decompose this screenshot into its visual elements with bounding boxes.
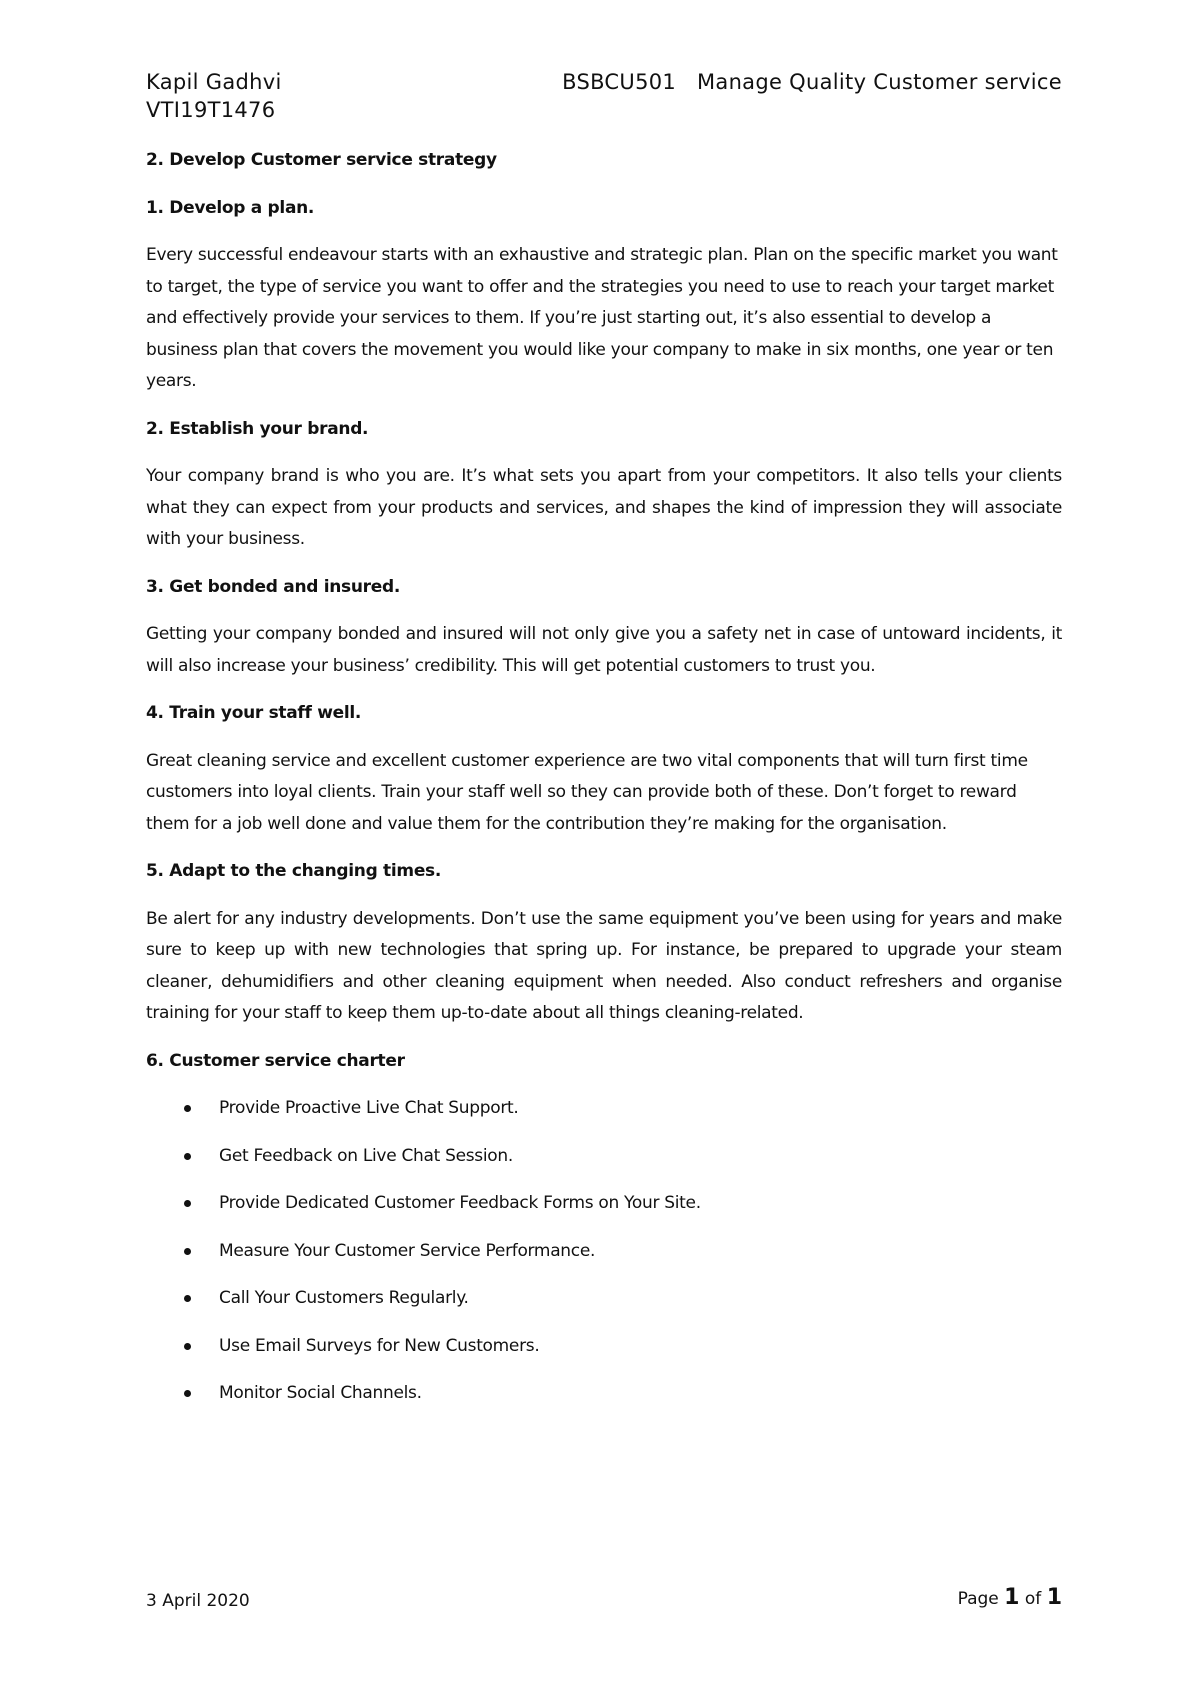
- bullet-icon: [184, 1153, 191, 1160]
- page-of: of: [1024, 1589, 1042, 1609]
- list-item: [146, 1378, 1062, 1410]
- document-body: [146, 145, 1062, 1426]
- footer-date: 3 April 2020: [146, 1591, 250, 1611]
- page-current: 1: [1004, 1585, 1020, 1610]
- section-body: Getting your company bonded and insured will not only give you a safety net in case of untoward incidents, it will also increase your business’ credibility. This will get potential customers to trust you.: [146, 624, 1062, 676]
- list-item-text: Monitor Social Channels.: [219, 1383, 422, 1403]
- list-item: [146, 1141, 1062, 1173]
- bullet-icon: [184, 1200, 191, 1207]
- section-heading: 2. Establish your brand.: [146, 418, 369, 439]
- list-item: [146, 1188, 1062, 1220]
- page-label: Page: [957, 1589, 999, 1609]
- course-title: Manage Quality Customer service: [696, 70, 1062, 94]
- section-heading: 4. Train your staff well.: [146, 703, 362, 723]
- list-item: [146, 1331, 1062, 1363]
- bullet-icon: [184, 1105, 191, 1112]
- section-body: Every successful endeavour starts with an exhaustive and strategic plan. Plan on the specific market you want to target, the type of service you want to offer and the strategies you need to use to reach your target market and effectively provide your services to them. If you’re just starting out, it’s also essential to develop a business plan that covers the movement you would like your company to make in six months, one year or ten years.: [146, 245, 1058, 391]
- bullet-icon: [184, 1390, 191, 1397]
- list-item-text: Call Your Customers Regularly.: [219, 1288, 469, 1308]
- bullet-icon: [184, 1248, 191, 1255]
- section-heading: 5. Adapt to the changing times.: [146, 861, 442, 881]
- section-body: Great cleaning service and excellent customer experience are two vital components that will turn first time customers into loyal clients. Train your staff well so they can provide both of these. Don’t forget to reward them for a job well done and value them for the contribution they’re making for the organisation.: [146, 750, 1028, 834]
- header-course-block: [562, 68, 1062, 96]
- charter-list: [146, 1093, 1062, 1410]
- page-total: 1: [1046, 1585, 1062, 1610]
- bullet-icon: [184, 1295, 191, 1302]
- charter-heading: 6. Customer service charter: [146, 1050, 405, 1071]
- list-item-text: Provide Proactive Live Chat Support.: [219, 1098, 519, 1118]
- bullet-icon: [184, 1343, 191, 1350]
- main-heading: 2. Develop Customer service strategy: [146, 150, 497, 170]
- header-author-block: [146, 68, 282, 124]
- list-item-text: Measure Your Customer Service Performance.: [219, 1240, 596, 1261]
- list-item: [146, 1236, 1062, 1268]
- course-code: BSBCU501: [562, 70, 677, 94]
- page-number: [958, 1584, 1062, 1613]
- list-item: [146, 1093, 1062, 1125]
- section-heading: 1. Develop a plan.: [146, 197, 315, 218]
- list-item-text: Provide Dedicated Customer Feedback Forms on Your Site.: [219, 1193, 701, 1213]
- list-item-text: Get Feedback on Live Chat Session.: [219, 1145, 513, 1166]
- section-body: Be alert for any industry developments. Don’t use the same equipment you’ve been using for years and make sure to keep up with new technologies that spring up. For instance, be prepared to upgrade your steam cleaner, dehumidifiers and other cleaning equipment when needed. Also conduct refreshers and organise training for your staff to keep them up-to-date about all things cleaning-related.: [146, 908, 1062, 1023]
- section-heading: 3. Get bonded and insured.: [146, 576, 401, 597]
- list-item-text: Use Email Surveys for New Customers.: [219, 1335, 540, 1356]
- list-item: [146, 1283, 1062, 1315]
- student-id: VTI19T1476: [146, 98, 276, 122]
- section-body: Your company brand is who you are. It’s what sets you apart from your competitors. It also tells your clients what they can expect from your products and services, and shapes the kind of impression they will associate with your business.: [146, 466, 1062, 549]
- author-name: Kapil Gadhvi: [146, 70, 282, 94]
